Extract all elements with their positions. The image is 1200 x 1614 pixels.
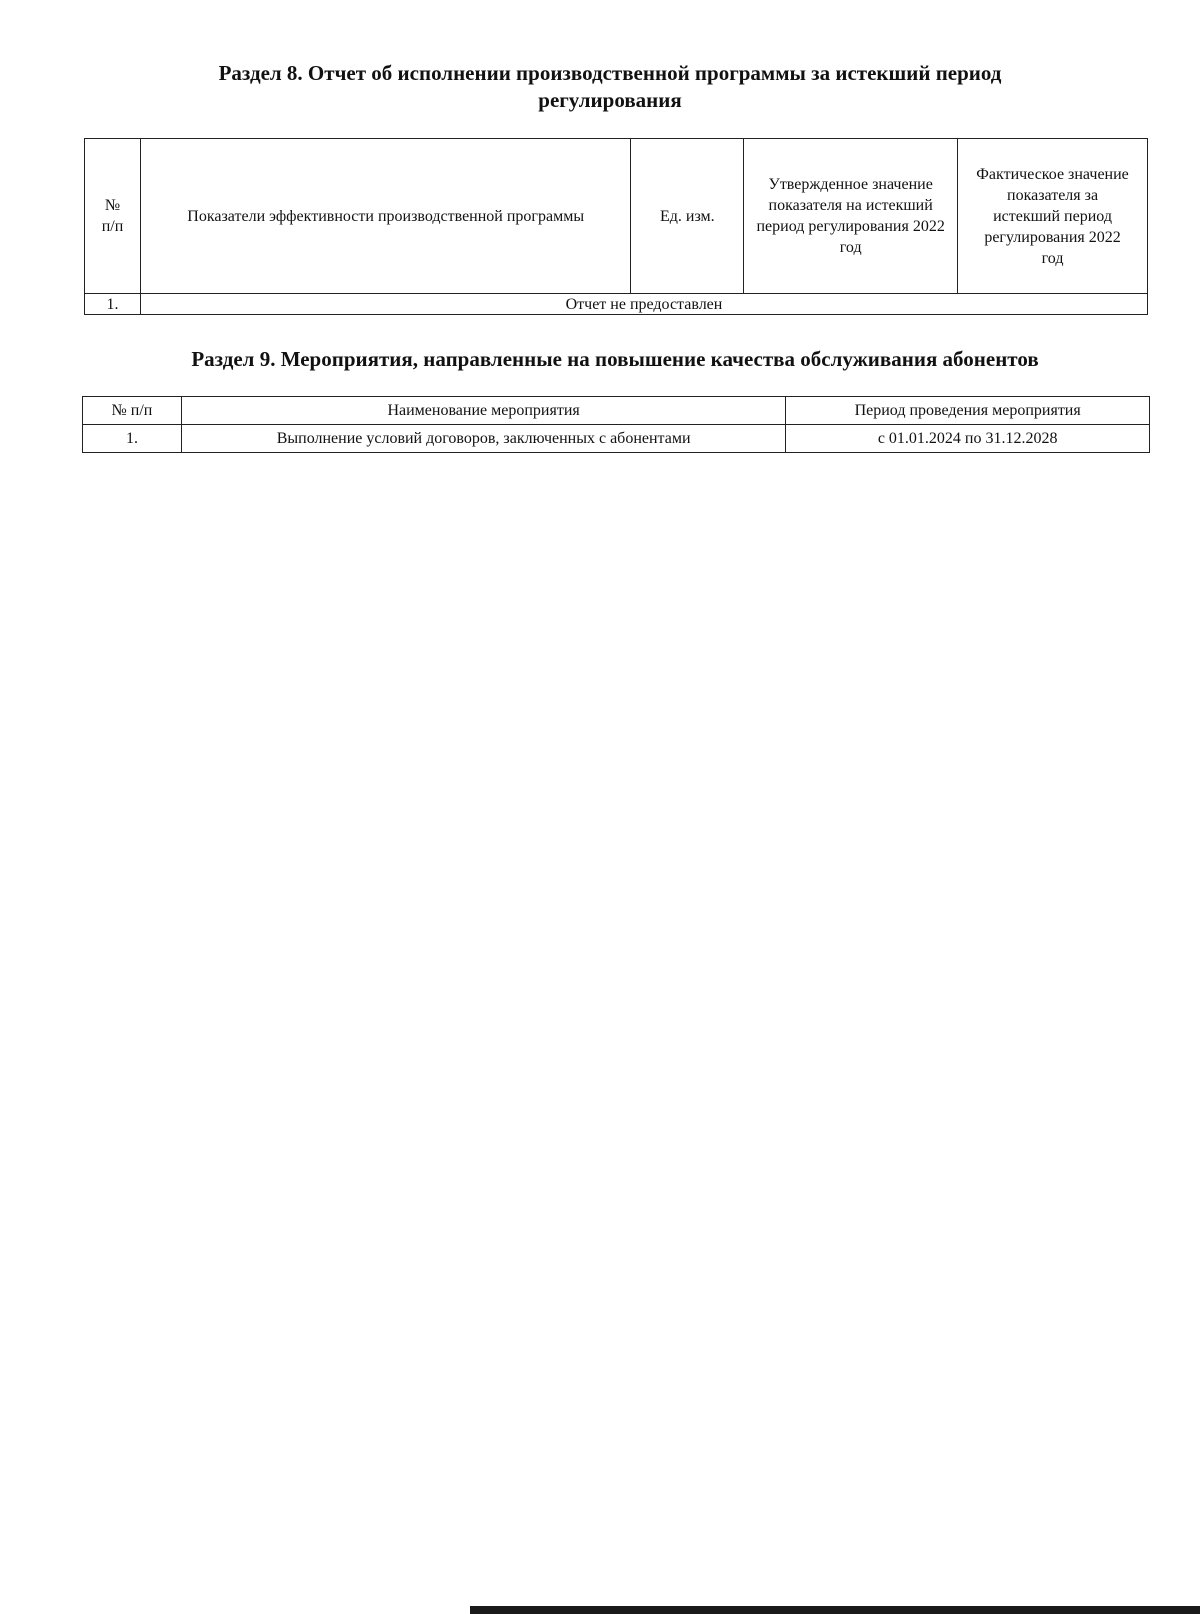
header-unit: Ед. изм.	[631, 139, 744, 294]
row-period: с 01.01.2024 по 31.12.2028	[786, 425, 1150, 453]
row-text: Отчет не предоставлен	[140, 294, 1147, 315]
header-num: № п/п	[83, 397, 182, 425]
section-9-title: Раздел 9. Мероприятия, направленные на повышение качества обслуживания абонентов	[191, 347, 1039, 371]
table-header-row	[85, 139, 1148, 294]
row-name: Выполнение условий договоров, заключенных с абонентами	[181, 425, 785, 453]
page-bottom-edge	[470, 1606, 1200, 1614]
table-header-row	[83, 397, 1150, 425]
header-approved: Утвержденное значение показателя на истекший период регулирования 2022 год	[744, 139, 958, 294]
section-8-title: Раздел 8. Отчет об исполнении производственной программы за истекший период регулирования	[218, 61, 1002, 112]
header-num: № п/п	[85, 139, 141, 294]
section-8-table	[84, 138, 1148, 315]
header-name: Наименование мероприятия	[181, 397, 785, 425]
header-period: Период проведения мероприятия	[786, 397, 1150, 425]
row-num: 1.	[85, 294, 141, 315]
table-row	[85, 294, 1148, 315]
row-num: 1.	[83, 425, 182, 453]
section-9-table	[82, 396, 1150, 453]
header-actual: Фактическое значение показателя за истекший период регулирования 2022 год	[958, 139, 1148, 294]
table-row	[83, 425, 1150, 453]
header-indicator: Показатели эффективности производственной программы	[140, 139, 630, 294]
